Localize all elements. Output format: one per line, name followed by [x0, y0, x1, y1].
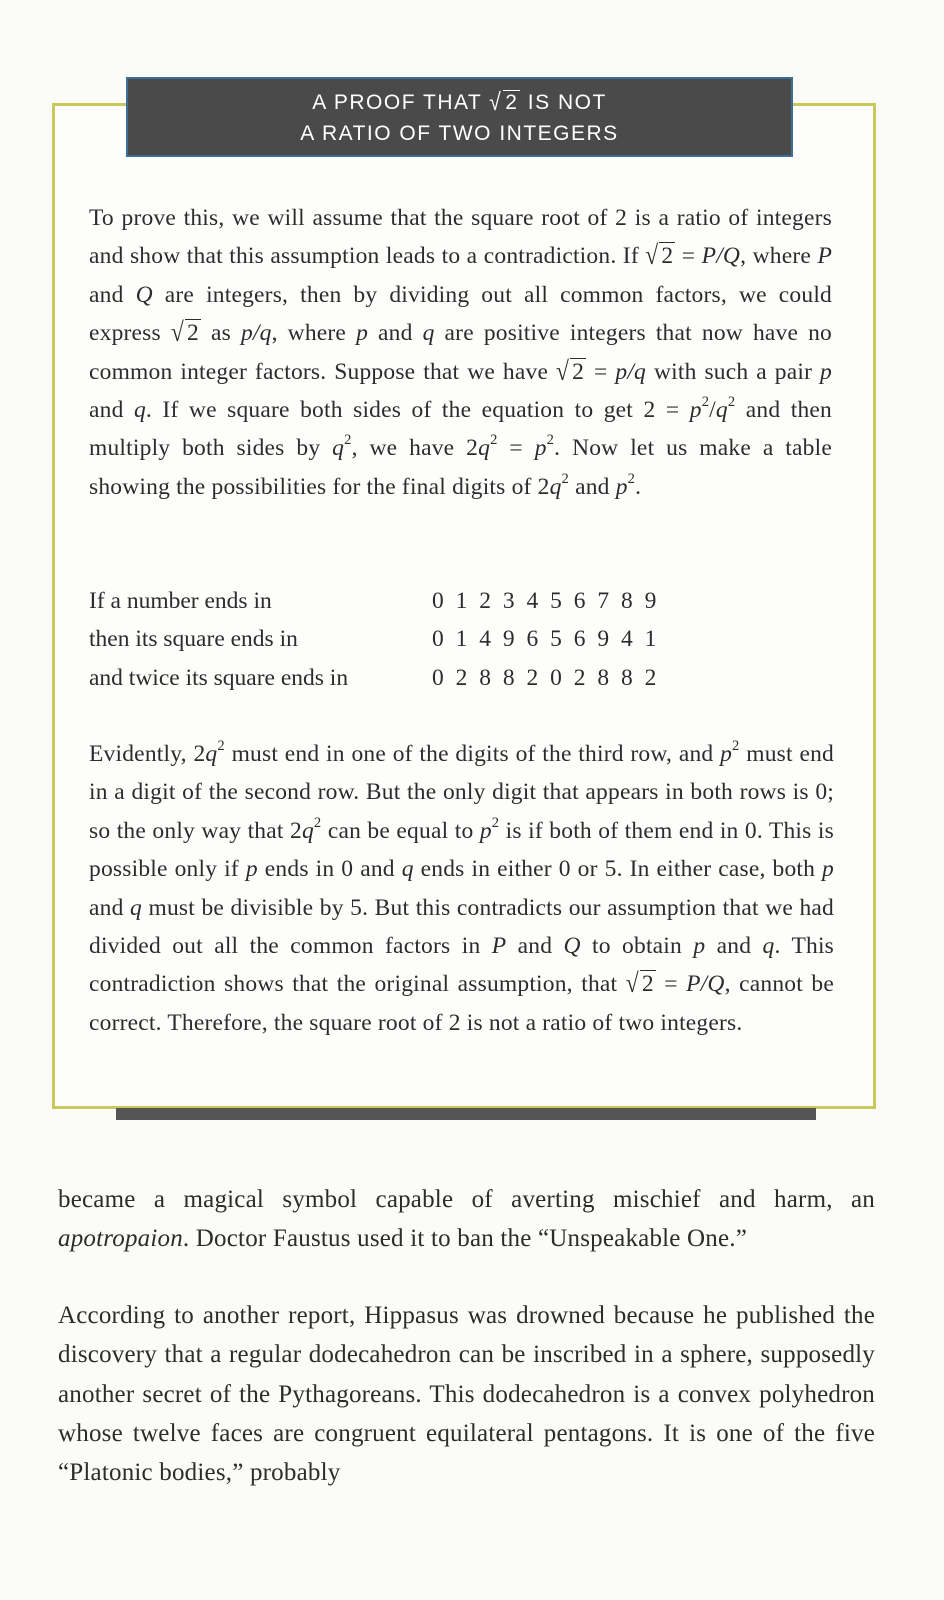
italic-term: q: [332, 435, 345, 462]
text-run: ends in 0 and: [257, 856, 402, 883]
sqrt-argument: 2: [572, 358, 585, 385]
title-text-before: A PROOF THAT: [312, 91, 482, 114]
table-row-digits: 0 1 2 3 4 5 6 7 8 9: [432, 588, 660, 614]
italic-term: P/Q: [686, 971, 725, 998]
text-run: and: [705, 933, 763, 960]
superscript: 2: [701, 394, 710, 411]
title-text-after: IS NOT: [527, 91, 607, 114]
text-run: and: [89, 397, 134, 424]
table-row-label: If a number ends in: [89, 588, 272, 614]
italic-term: p: [689, 397, 702, 424]
table-row: [89, 620, 689, 658]
text-run: and: [89, 281, 136, 308]
text-run: is if both of them end in 0. This is possible only if: [89, 817, 834, 883]
superscript: 2: [217, 738, 225, 754]
sidebar-paragraph-1: [89, 199, 832, 506]
text-run: ends in either 0 or 5. In either case, both: [413, 856, 823, 883]
text-run: and: [569, 473, 616, 500]
text-run: According to another report, Hippasus was drowned because he published the discovery that a regular dodecahedron can be inscribed in a sphere, supposedly another secret of the Pythagoreans. This dodecahedron is a convex polyhedron whose twelve faces are congruent equilateral pentagons. It is one of the five “Platonic bodies,” probably: [58, 1302, 875, 1487]
superscript: 2: [490, 432, 498, 449]
text-run: can be equal to: [321, 817, 480, 844]
italic-term: p: [479, 817, 492, 844]
final-digits-table: [89, 582, 689, 697]
text-run: . This contradiction shows that the original assumption, that: [89, 933, 835, 998]
text-run: are positive integers that now have no common integer factors. Suppose that we have: [89, 320, 833, 385]
italic-term: p/q: [615, 358, 647, 385]
italic-term: p: [245, 856, 258, 883]
superscript: 2: [491, 814, 500, 831]
sidebar-bottom-bar: [116, 1108, 816, 1120]
text-run: .: [635, 473, 642, 500]
superscript: 2: [727, 394, 736, 411]
sqrt-symbol: √ 2: [489, 89, 519, 116]
text-run: =: [655, 971, 687, 998]
text-run: =: [497, 435, 535, 462]
text-run: , where: [271, 320, 357, 347]
text-run: must end in one of the digits of the third row, and: [224, 741, 721, 767]
text-run: must be divisible by 5. But this contradicts our assumption that we had divided out all the common factors in: [89, 894, 835, 960]
sqrt-symbol: √ 2: [556, 356, 585, 387]
text-run: and then multiply both sides by: [89, 397, 832, 462]
italic-term: q: [301, 817, 314, 844]
text-run: to obtain: [580, 933, 694, 960]
italic-term: q: [401, 856, 414, 883]
text-run: To prove this, we will assume that the square root of 2 is a ratio of integers and show that this assumption leads to a contradiction. If: [89, 205, 832, 270]
italic-term: q: [133, 397, 146, 424]
italic-term: p: [820, 358, 832, 385]
italic-term: p/q: [240, 320, 272, 347]
sqrt-argument: 2: [641, 971, 654, 998]
table-row: [89, 582, 689, 620]
italic-term: q: [130, 894, 142, 921]
sqrt-symbol: √ 2: [170, 318, 199, 349]
table-row: [89, 659, 689, 697]
text-run: as: [200, 320, 241, 347]
italic-term: Q: [563, 933, 581, 960]
text-run: =: [675, 243, 702, 270]
superscript: 2: [344, 432, 352, 449]
text-run: , cannot be correct. Therefore, the square root of 2 is not a ratio of two integers.: [89, 971, 834, 1036]
text-run: . If we square both sides of the equation to get 2 =: [145, 397, 690, 424]
italic-term: p: [534, 435, 547, 462]
italic-term: P: [817, 243, 832, 270]
italic-term: q: [422, 320, 435, 347]
superscript: 2: [732, 738, 740, 754]
italic-term: q: [762, 933, 775, 960]
table-row-label: and twice its square ends in: [89, 664, 349, 691]
italic-term: p: [356, 320, 369, 347]
italic-term: p: [720, 741, 733, 767]
italic-term: P: [491, 933, 507, 960]
table-row-label: then its square ends in: [89, 626, 298, 653]
text-run: must end in a digit of the second row. But the only digit that appears in both rows is 0; so the only way that 2: [89, 741, 835, 844]
italic-term: Q: [135, 281, 153, 308]
text-run: . Doctor Faustus used it to ban the “Unspeakable One.”: [182, 1225, 748, 1252]
text-run: , we have 2: [351, 435, 479, 462]
superscript: 2: [313, 814, 322, 831]
table-row-digits: 0 2 8 8 2 0 2 8 8 2: [432, 664, 660, 691]
italic-term: p: [693, 933, 706, 960]
italic-term: p: [822, 856, 834, 883]
text-run: =: [586, 358, 616, 385]
italic-term: q: [478, 435, 491, 462]
sqrt-argument: 2: [661, 243, 674, 270]
text-run: , where: [740, 243, 818, 270]
sqrt-symbol: √ 2: [625, 969, 654, 1000]
text-run: are integers, then by dividing out all common factors, we could express: [89, 281, 832, 347]
italic-term: q: [205, 741, 218, 767]
body-paragraph-2: [58, 1296, 875, 1492]
text-run: Evidently, 2: [89, 741, 206, 767]
sidebar-title-banner: [126, 77, 793, 157]
text-run: and: [89, 894, 131, 921]
text-run: . Now let us make a table showing the possibilities for the final digits of 2: [89, 435, 832, 500]
sidebar-title-line-1: [128, 87, 791, 118]
sidebar-paragraph-2: [89, 735, 834, 1042]
text-run: /: [709, 397, 716, 424]
sidebar-title-line-2: A RATIO OF TWO INTEGERS: [300, 122, 619, 145]
body-paragraph-1: [58, 1180, 875, 1258]
sqrt-symbol: √ 2: [645, 241, 674, 272]
text-run: with such a pair: [646, 358, 821, 385]
italic-term: q: [549, 473, 562, 500]
italic-term: apotropaion: [58, 1225, 183, 1252]
text-run: and: [368, 320, 423, 347]
table-row-digits: 0 1 4 9 6 5 6 9 4 1: [432, 626, 660, 653]
italic-term: q: [715, 397, 728, 424]
sqrt-argument: 2: [187, 320, 199, 347]
superscript: 2: [627, 470, 636, 487]
superscript: 2: [561, 470, 570, 487]
text-run: became a magical symbol capable of averting mischief and harm, an: [58, 1186, 875, 1213]
text-run: and: [506, 933, 564, 960]
italic-term: p: [615, 473, 628, 500]
superscript: 2: [546, 432, 555, 449]
italic-term: P/Q: [701, 243, 741, 270]
sqrt-argument: 2: [505, 91, 519, 114]
